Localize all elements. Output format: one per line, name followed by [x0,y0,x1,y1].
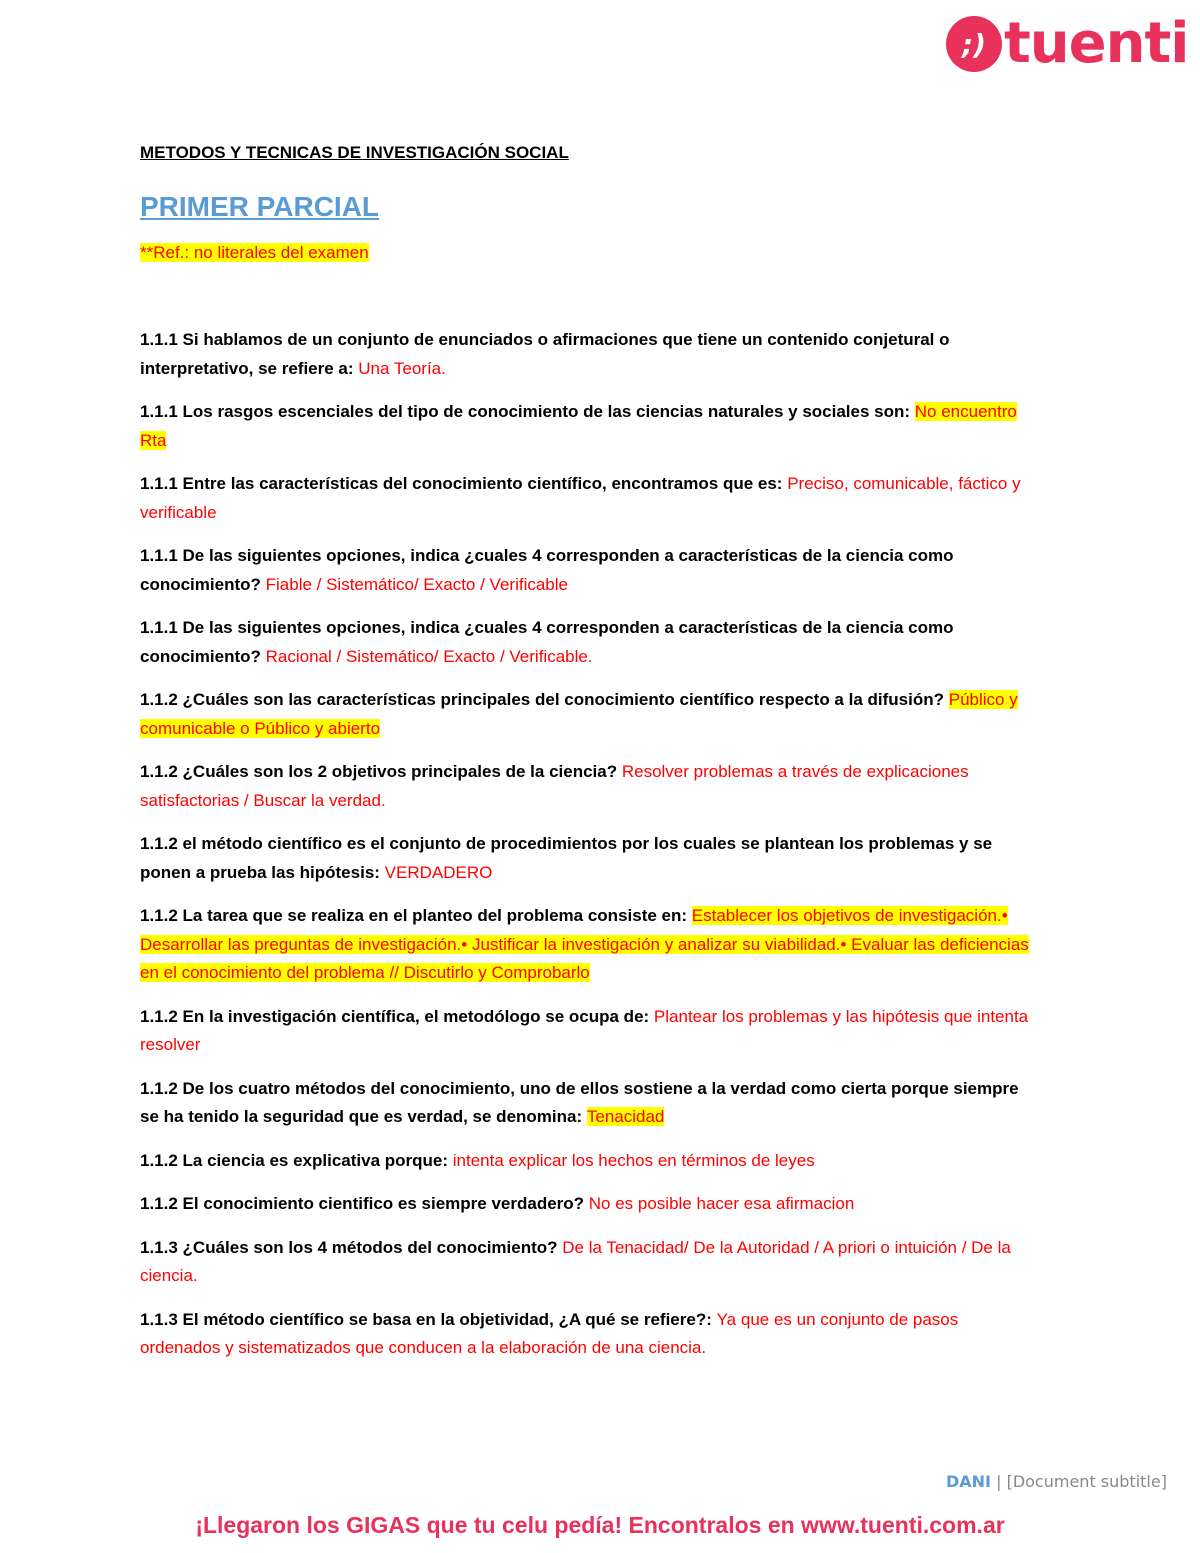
footer-author: DANI [946,1472,992,1491]
question-text: 1.1.2 ¿Cuáles son las características principales del conocimiento científico respecto a la difusión? [140,690,949,709]
answer-text: No es posible hacer esa afirmacion [588,1194,855,1213]
question-item [140,1147,1040,1176]
question-text: 1.1.2 ¿Cuáles son los 2 objetivos principales de la ciencia? [140,762,622,781]
footer-subtitle: [Document subtitle] [1006,1472,1167,1491]
reference-note [140,240,1040,266]
answer-text: Resolver problemas a través de explicaciones satisfactorias / Buscar la verdad. [140,762,969,810]
answer-text: Público y comunicable o Público y abierto [140,690,1018,738]
footer-separator: | [991,1472,1007,1491]
document-footer [946,1472,1167,1491]
reference-note-text: **Ref.: no literales del examen [140,243,369,262]
question-item [140,1003,1040,1060]
question-text: 1.1.1 Entre las características del conocimiento científico, encontramos que es: [140,474,788,493]
question-text: 1.1.1 De las siguientes opciones, indica ¿cuales 4 corresponden a características de la ciencia como conocimiento? [140,546,954,594]
document-body [140,140,1040,1378]
question-item [140,902,1040,988]
question-text: 1.1.1 Si hablamos de un conjunto de enunciados o afirmaciones que tiene un contenido conjetural o interpretativo, se refiere a: [140,330,950,378]
answer-text: Racional / Sistemático/ Exacto / Verificable. [265,646,593,666]
question-item [140,398,1040,455]
answer-text: Tenacidad [586,1107,665,1126]
question-item [140,686,1040,743]
question-item [140,614,1040,671]
answer-text: Una Teoría. [358,358,446,378]
answer-text: De la Tenacidad/ De la Autoridad / A priori o intuición / De la ciencia. [140,1237,1011,1285]
answer-text: Establecer los objetivos de investigación.• Desarrollar las preguntas de investigación.• Justificar la investigación y analizar su viabilidad.• Evaluar las deficiencias en el conocimiento del problema // Discutirlo y Comprobarlo [140,906,1029,982]
question-text: 1.1.2 La ciencia es explicativa porque: [140,1150,453,1170]
answer-text: VERDADERO [384,862,493,882]
question-text: 1.1.2 El conocimiento cientifico es siempre verdadero? [140,1194,589,1213]
question-text: 1.1.3 El método científico se basa en la objetividad, ¿A qué se refiere?: [140,1309,717,1329]
question-item [140,326,1040,383]
question-item [140,830,1040,887]
tuenti-logo [946,12,1196,76]
question-item [140,1190,1040,1219]
question-list [140,326,1040,1363]
tuenti-logo-mark: ;) [946,16,1002,72]
question-text: 1.1.1 Los rasgos escenciales del tipo de conocimiento de las ciencias naturales y sociales son: [140,402,915,421]
answer-text: Preciso, comunicable, fáctico y verificable [140,474,1021,522]
answer-text: Ya que es un conjunto de pasos ordenados y sistematizados que conducen a la elaboración de una ciencia. [140,1309,959,1357]
question-item [140,1075,1040,1132]
question-item [140,542,1040,599]
course-title: METODOS Y TECNICAS DE INVESTIGACIÓN SOCIAL [140,143,569,162]
question-item [140,470,1040,527]
promo-banner[interactable]: ¡Llegaron los GIGAS que tu celu pedía! Encontralos en www.tuenti.com.ar [195,1512,1005,1538]
question-text: 1.1.2 el método científico es el conjunto de procedimientos por los cuales se plantean los problemas y se ponen a prueba las hipótesis: [140,834,993,882]
question-item [140,1234,1040,1291]
question-text: 1.1.2 En la investigación científica, el metodólogo se ocupa de: [140,1006,654,1026]
question-item [140,1306,1040,1363]
question-text: 1.1.1 De las siguientes opciones, indica ¿cuales 4 corresponden a características de la ciencia como conocimiento? [140,618,954,666]
question-text: 1.1.2 De los cuatro métodos del conocimiento, uno de ellos sostiene a la verdad como cierta porque siempre se ha tenido la seguridad que es verdad, se denomina: [140,1078,1019,1126]
question-item [140,758,1040,815]
answer-text: Plantear los problemas y las hipótesis que intenta resolver [140,1006,1029,1054]
answer-text: intenta explicar los hechos en términos de leyes [452,1150,815,1170]
exam-title: PRIMER PARCIAL [140,191,380,222]
question-text: 1.1.3 ¿Cuáles son los 4 métodos del conocimiento? [140,1237,563,1257]
question-text: 1.1.2 La tarea que se realiza en el planteo del problema consiste en: [140,906,692,925]
answer-text: Fiable / Sistemático/ Exacto / Verificable [265,574,568,594]
tuenti-logo-text: tuenti [1004,11,1189,76]
answer-text: No encuentro Rta [140,402,1017,450]
